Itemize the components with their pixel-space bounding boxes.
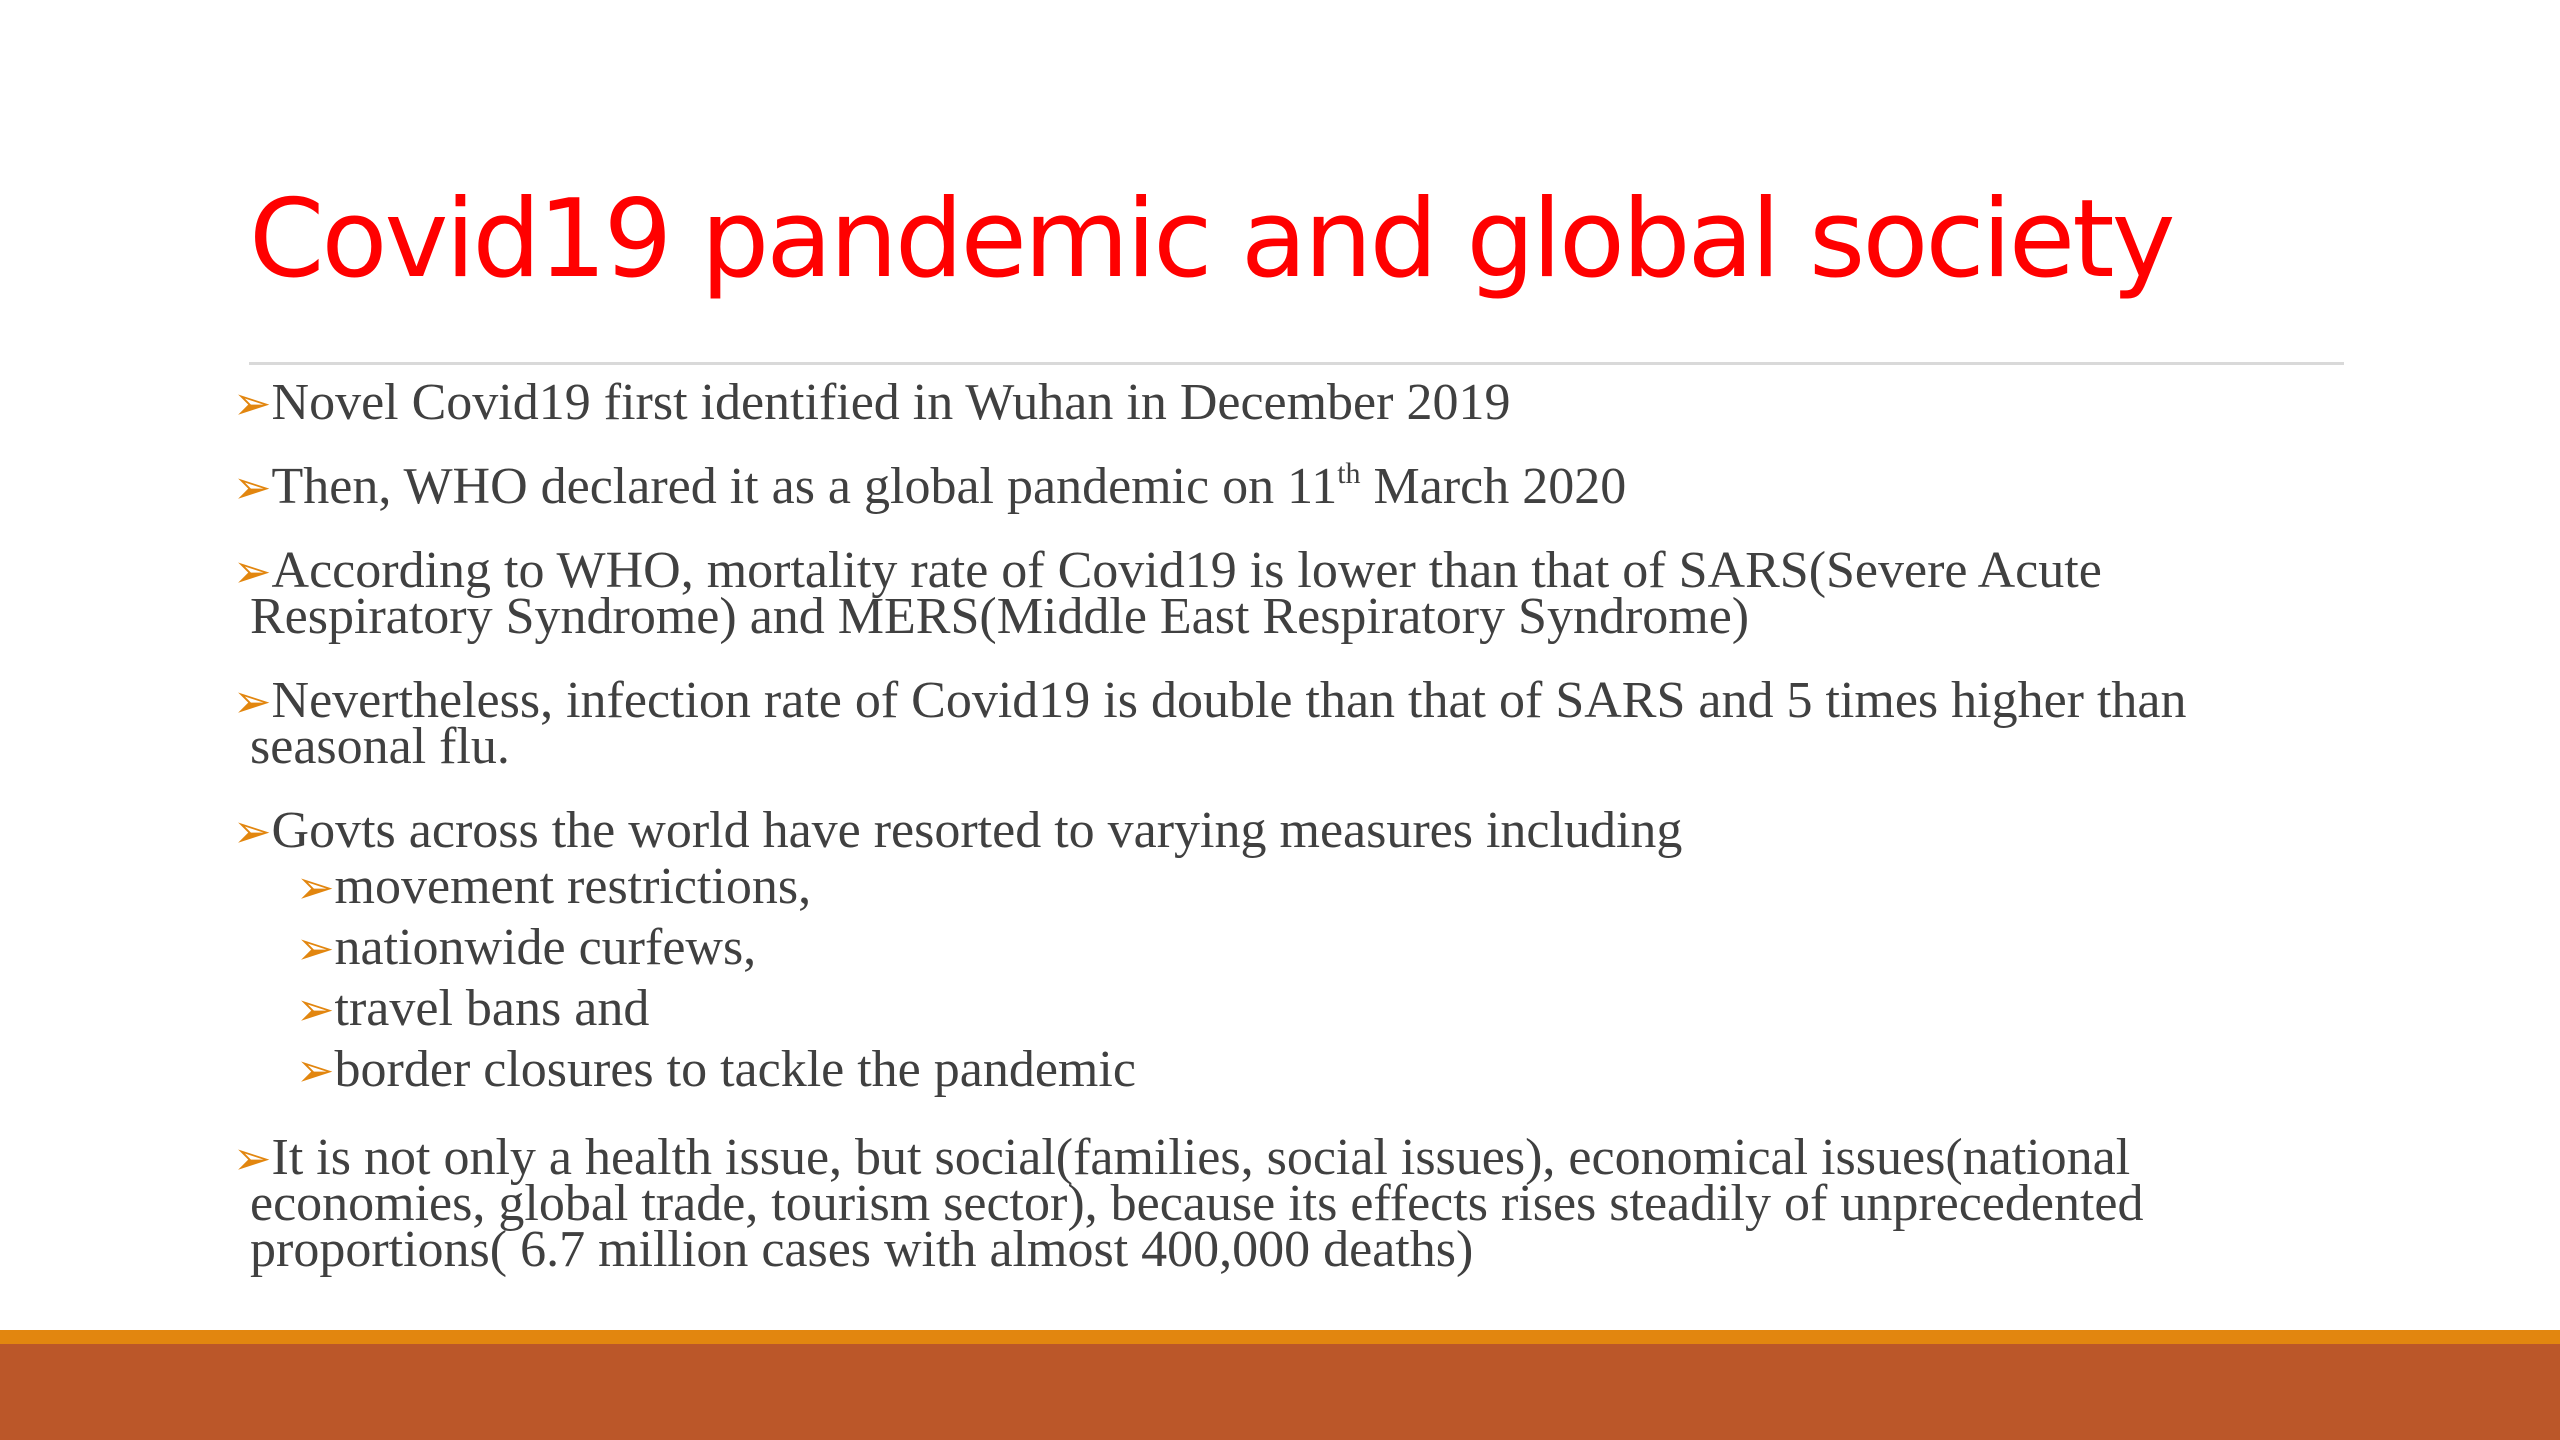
slide-title: Covid19 pandemic and global society <box>249 177 2173 302</box>
bullet-text-continued: March 2020 <box>1360 458 1627 515</box>
bullet-item <box>233 1129 2330 1278</box>
arrow-bullet-icon: ➢ <box>296 1043 335 1097</box>
bullet-item <box>233 374 2330 431</box>
sub-bullet-text: movement restrictions, <box>334 858 812 915</box>
footer-bar <box>0 1344 2560 1440</box>
bullet-text: According to WHO, mortality rate of Covid19 is lower than that of SARS(Severe Acute Respiratory Syndrome) and MERS(Middle East Respiratory Syndrome) <box>250 542 2102 645</box>
arrow-bullet-icon: ➢ <box>233 544 272 598</box>
arrow-bullet-icon: ➢ <box>296 982 335 1036</box>
bullet-text: Novel Covid19 first identified in Wuhan in December 2019 <box>271 374 1511 431</box>
arrow-bullet-icon: ➢ <box>233 674 272 728</box>
bullet-text: Govts across the world have resorted to varying measures including <box>271 802 1683 859</box>
bullet-text: Nevertheless, infection rate of Covid19 is double than that of SARS and 5 times higher than seasonal flu. <box>250 672 2187 775</box>
bullet-item <box>233 802 2330 859</box>
slide-content <box>233 370 2330 1278</box>
sub-bullet-text: border closures to tackle the pandemic <box>334 1041 1136 1098</box>
bullet-item <box>233 672 2330 775</box>
bullet-item <box>233 457 2330 515</box>
arrow-bullet-icon: ➢ <box>296 860 335 914</box>
arrow-bullet-icon: ➢ <box>233 804 272 858</box>
bullet-text: Then, WHO declared it as a global pandemic on 11 <box>271 458 1338 515</box>
sub-bullet-item <box>250 858 2330 915</box>
sub-bullet-text: travel bans and <box>334 980 650 1037</box>
footer-accent-stripe <box>0 1330 2560 1344</box>
arrow-bullet-icon: ➢ <box>296 921 335 975</box>
bullet-item <box>233 542 2330 645</box>
title-divider <box>249 362 2344 365</box>
sub-bullet-item <box>250 1041 2330 1098</box>
sub-bullet-item <box>250 919 2330 976</box>
bullet-text: It is not only a health issue, but social(families, social issues), economical issues(national economies, global trade, tourism sector), because its effects rises steadily of unprecedented proportions( 6.7 million cases with almost 400,000 deaths) <box>250 1129 2144 1278</box>
arrow-bullet-icon: ➢ <box>233 376 272 430</box>
sub-bullet-text: nationwide curfews, <box>334 919 757 976</box>
sub-bullet-item <box>250 980 2330 1037</box>
arrow-bullet-icon: ➢ <box>233 1131 272 1185</box>
arrow-bullet-icon: ➢ <box>233 460 272 514</box>
ordinal-superscript: th <box>1337 457 1361 490</box>
